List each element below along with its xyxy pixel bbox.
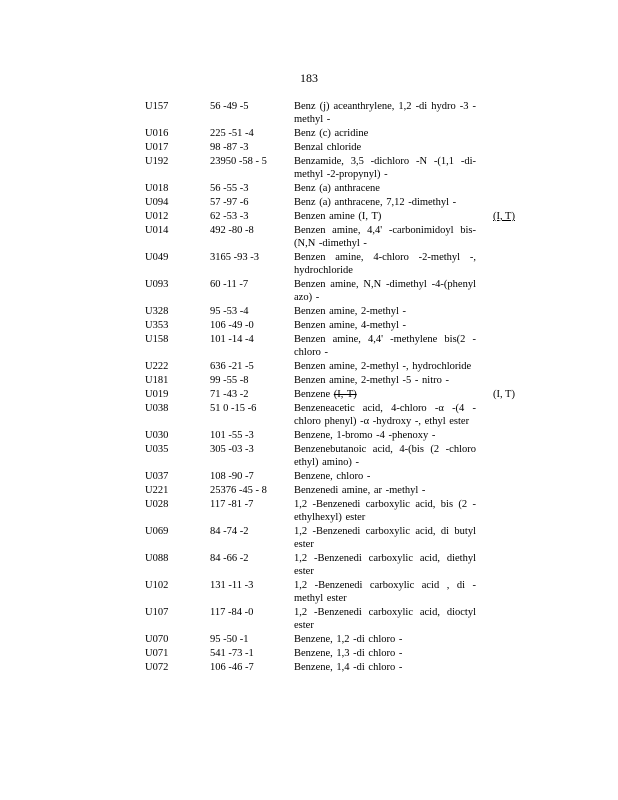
substance-name-text: Benz (a) anthracene	[294, 183, 380, 194]
waste-code: U049	[145, 252, 169, 263]
table-row	[145, 251, 525, 277]
waste-code: U028	[145, 499, 169, 510]
cas-number: 60 -11 -7	[210, 279, 249, 290]
table-row	[145, 305, 525, 318]
substance-name	[294, 224, 476, 250]
substance-name-text: 1,2 -Benzenedi carboxylic acid, diethyl ester	[294, 553, 476, 577]
table-row	[145, 647, 525, 660]
cas-number: 225 -51 -4	[210, 128, 254, 139]
waste-code: U181	[145, 375, 169, 386]
cas-number: 101 -55 -3	[210, 430, 254, 441]
table-row	[145, 100, 525, 126]
substance-name-text: Benzeneacetic acid, 4-chloro -α -(4 -chloro phenyl) -α -hydroxy -, ethyl ester	[294, 403, 476, 427]
waste-code: U192	[145, 156, 169, 167]
table-row	[145, 525, 525, 551]
table-row	[145, 155, 525, 181]
table-row	[145, 127, 525, 140]
substance-name-text: Benzen amine, N,N -dimethyl -4-(phenyl azo) -	[294, 279, 476, 303]
substance-name-text: Benzene, 1,3 -di chloro -	[294, 648, 403, 659]
table-row	[145, 374, 525, 387]
substance-name-text: 1,2 -Benzenedi carboxylic acid , di -methyl ester	[294, 580, 476, 604]
waste-code: U093	[145, 279, 169, 290]
substance-name	[294, 525, 476, 551]
substance-name	[294, 251, 476, 277]
waste-code: U035	[145, 444, 169, 455]
substance-name	[294, 333, 476, 359]
table-row	[145, 224, 525, 250]
substance-name	[294, 360, 476, 373]
substance-name	[294, 470, 476, 483]
table-row	[145, 552, 525, 578]
cas-number: 95 -50 -1	[210, 634, 249, 645]
substance-name-text: Benzen amine, 2-methyl -, hydrochloride	[294, 361, 472, 372]
cas-number: 541 -73 -1	[210, 648, 254, 659]
substance-name-text: Benz (j) aceanthrylene, 1,2 -di hydro -3 -methyl -	[294, 101, 476, 125]
substance-name-text: Benzenedi amine, ar -methyl -	[294, 485, 426, 496]
hazard-code: (I, T)	[493, 211, 515, 222]
substance-name	[294, 388, 476, 401]
substance-name	[294, 141, 476, 154]
substance-name	[294, 484, 476, 497]
substance-name-text: Benz (a) anthracene, 7,12 -dimethyl -	[294, 197, 457, 208]
table-row	[145, 661, 525, 674]
waste-code: U158	[145, 334, 169, 345]
waste-code: U094	[145, 197, 169, 208]
table-row	[145, 579, 525, 605]
substance-name-text: Benzen amine, 4-methyl -	[294, 320, 407, 331]
table-row	[145, 210, 525, 223]
cas-number: 3165 -93 -3	[210, 252, 259, 263]
waste-code: U072	[145, 662, 169, 673]
substance-name-text: 1,2 -Benzenedi carboxylic acid, di butyl ester	[294, 526, 476, 550]
substance-name-text: Benzamide, 3,5 -dichloro -N -(1,1 -di-methyl -2-propynyl) -	[294, 156, 476, 180]
cas-number: 56 -55 -3	[210, 183, 249, 194]
substance-name	[294, 661, 476, 674]
substance-name-text: Benzene, 1-bromo -4 -phenoxy -	[294, 430, 436, 441]
substance-name-text: Benzal chloride	[294, 142, 362, 153]
substance-name-text: Benzene, 1,2 -di chloro -	[294, 634, 403, 645]
waste-code: U038	[145, 403, 169, 414]
substance-name	[294, 305, 476, 318]
struck-hazard-code: (I, T)	[333, 389, 357, 400]
substance-name	[294, 196, 476, 209]
table-row	[145, 388, 525, 401]
table-row	[145, 498, 525, 524]
substance-name-text: Benzen amine, 4,4' -methylene bis(2 -chloro -	[294, 334, 476, 358]
substance-name-text: Benzenebutanoic acid, 4-(bis (2 -chloro ethyl) amino) -	[294, 444, 476, 468]
waste-code: U157	[145, 101, 169, 112]
cas-number: 117 -81 -7	[210, 499, 254, 510]
waste-code: U328	[145, 306, 169, 317]
cas-number: 636 -21 -5	[210, 361, 254, 372]
substance-name	[294, 278, 476, 304]
cas-number: 84 -66 -2	[210, 553, 249, 564]
cas-number: 51 0 -15 -6	[210, 403, 257, 414]
table-row	[145, 402, 525, 428]
waste-code: U107	[145, 607, 169, 618]
waste-code: U088	[145, 553, 169, 564]
waste-code: U016	[145, 128, 169, 139]
substance-name	[294, 498, 476, 524]
cas-number: 57 -97 -6	[210, 197, 249, 208]
table-row	[145, 484, 525, 497]
waste-code: U030	[145, 430, 169, 441]
cas-number: 131 -11 -3	[210, 580, 254, 591]
substance-name-text: Benzen amine (I, T)	[294, 211, 382, 222]
cas-number: 62 -53 -3	[210, 211, 249, 222]
substance-name	[294, 155, 476, 181]
cas-number: 84 -74 -2	[210, 526, 249, 537]
substance-name	[294, 402, 476, 428]
table-row	[145, 278, 525, 304]
cas-number: 106 -46 -7	[210, 662, 254, 673]
waste-code: U012	[145, 211, 169, 222]
cas-number: 101 -14 -4	[210, 334, 254, 345]
table-row	[145, 319, 525, 332]
substance-name	[294, 182, 476, 195]
table-row	[145, 360, 525, 373]
waste-code: U069	[145, 526, 169, 537]
substance-name-text: 1,2 -Benzenedi carboxylic acid, bis (2 -ethylhexyl) ester	[294, 499, 476, 523]
cas-number: 492 -80 -8	[210, 225, 254, 236]
substance-name	[294, 443, 476, 469]
substance-name-text: Benzen amine, 2-methyl -5 - nitro -	[294, 375, 449, 386]
substance-name	[294, 633, 476, 646]
cas-number: 56 -49 -5	[210, 101, 249, 112]
waste-code: U221	[145, 485, 169, 496]
page-number: 183	[300, 71, 318, 85]
table-row	[145, 429, 525, 442]
substance-name-text: 1,2 -Benzenedi carboxylic acid, dioctyl ester	[294, 607, 476, 631]
substance-name	[294, 100, 476, 126]
substance-name	[294, 579, 476, 605]
cas-number: 95 -53 -4	[210, 306, 249, 317]
substance-name	[294, 552, 476, 578]
substance-name-text: Benzene	[294, 389, 331, 400]
substance-name-text: Benzen amine, 2-methyl -	[294, 306, 407, 317]
cas-number: 99 -55 -8	[210, 375, 249, 386]
substance-name-text: Benz (c) acridine	[294, 128, 369, 139]
substance-name	[294, 429, 476, 442]
substance-name	[294, 374, 476, 387]
cas-number: 305 -03 -3	[210, 444, 254, 455]
cas-number: 98 -87 -3	[210, 142, 249, 153]
hazard-code: (I, T)	[493, 389, 515, 400]
cas-number: 108 -90 -7	[210, 471, 254, 482]
table-row	[145, 606, 525, 632]
substance-name-text: Benzen amine, 4-chloro -2-methyl -, hydrochloride	[294, 252, 476, 276]
table-row	[145, 141, 525, 154]
table-row	[145, 443, 525, 469]
substance-name-text: Benzene, 1,4 -di chloro -	[294, 662, 403, 673]
cas-number: 106 -49 -0	[210, 320, 254, 331]
substance-name-text: Benzen amine, 4,4' -carbonimidoyl bis-(N,N -dimethyl -	[294, 225, 476, 249]
hazardous-waste-table	[145, 100, 525, 675]
substance-name	[294, 127, 476, 140]
table-row	[145, 333, 525, 359]
waste-code: U018	[145, 183, 169, 194]
table-row	[145, 182, 525, 195]
waste-code: U353	[145, 320, 169, 331]
waste-code: U102	[145, 580, 169, 591]
cas-number: 23950 -58 - 5	[210, 156, 267, 167]
table-row	[145, 633, 525, 646]
waste-code: U037	[145, 471, 169, 482]
table-row	[145, 196, 525, 209]
waste-code: U014	[145, 225, 169, 236]
waste-code: U071	[145, 648, 169, 659]
waste-code: U017	[145, 142, 169, 153]
cas-number: 25376 -45 - 8	[210, 485, 267, 496]
substance-name	[294, 606, 476, 632]
substance-name	[294, 210, 476, 223]
cas-number: 71 -43 -2	[210, 389, 249, 400]
table-row	[145, 470, 525, 483]
substance-name	[294, 647, 476, 660]
waste-code: U222	[145, 361, 169, 372]
substance-name-text: Benzene, chloro -	[294, 471, 371, 482]
waste-code: U019	[145, 389, 169, 400]
waste-code: U070	[145, 634, 169, 645]
substance-name	[294, 319, 476, 332]
cas-number: 117 -84 -0	[210, 607, 254, 618]
